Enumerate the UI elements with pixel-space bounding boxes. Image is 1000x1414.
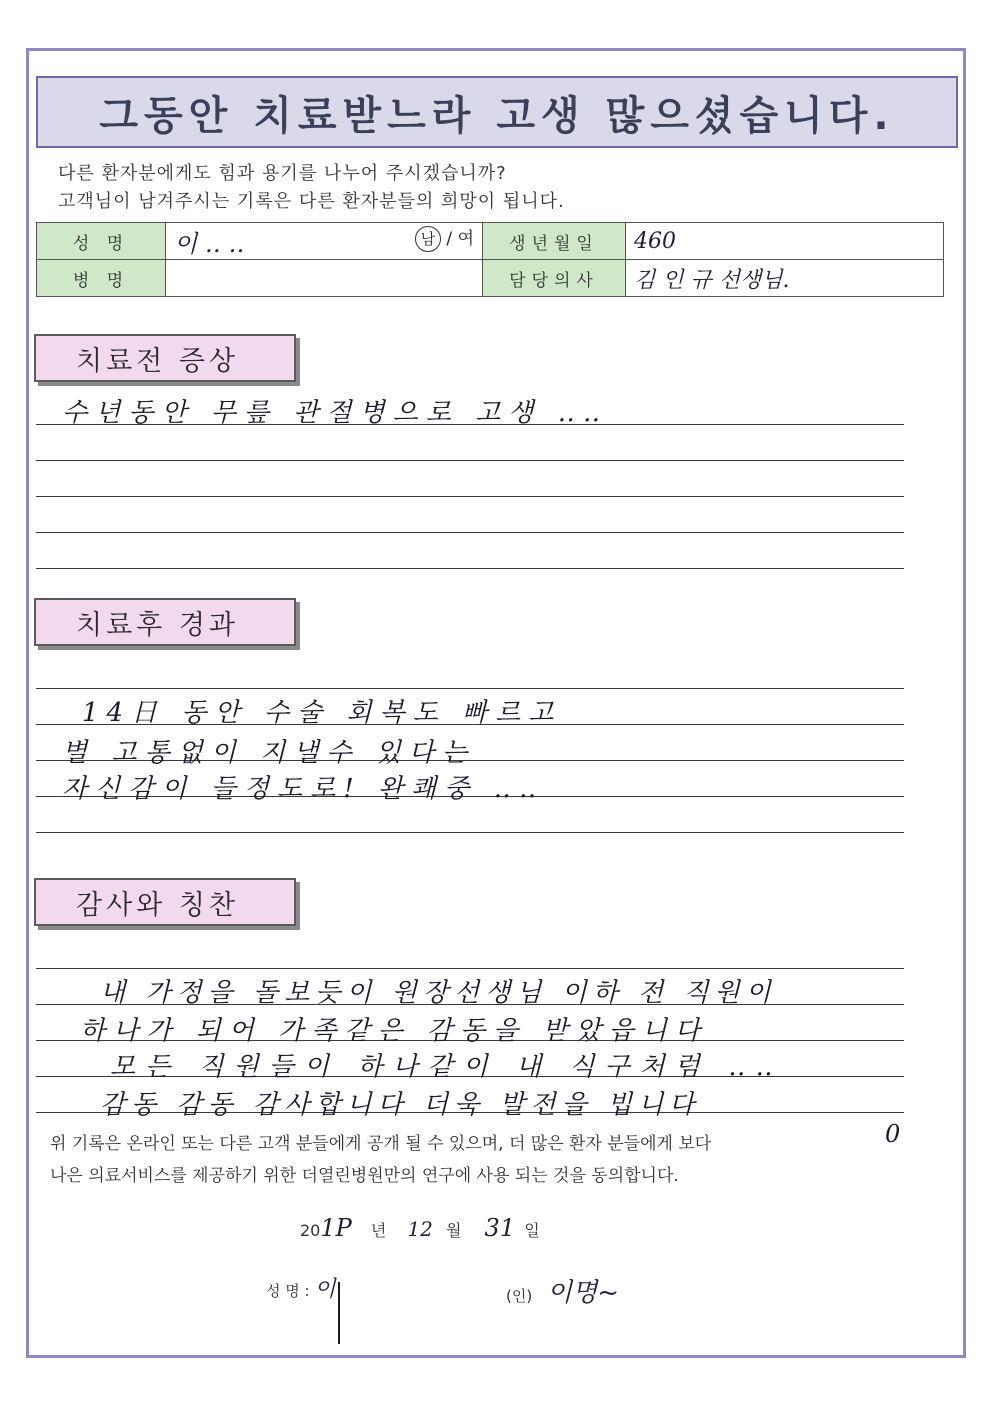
doctor-value: 김 인 규 선생님.: [634, 267, 790, 293]
birth-value: 460: [634, 228, 676, 254]
thanks-text-line-2[interactable]: 하나가 되어 가족같은 감동을 받았읍니다: [80, 1016, 709, 1046]
after-text-line-1[interactable]: 14日 동안 수술 회복도 빠르고: [82, 698, 562, 728]
signature-stroke: [338, 1282, 340, 1344]
month-value[interactable]: 12: [407, 1217, 433, 1241]
thanks-text-line-3[interactable]: 모든 직원들이 하나같이 내 식구처럼 ‥‥: [110, 1052, 783, 1082]
signature-name-label: 성 명 :: [266, 1282, 310, 1300]
year-value[interactable]: 1P: [320, 1214, 352, 1242]
intro-line-1: 다른 환자분에게도 힘과 용기를 나누어 주시겠습니까?: [58, 163, 507, 184]
section-thanks-heading: 감사와 칭찬: [34, 878, 296, 926]
day-value[interactable]: 31: [484, 1214, 516, 1242]
doctor-label: 담당의사: [483, 260, 626, 297]
form-title: 그동안 치료받느라 고생 많으셨습니다.: [36, 76, 958, 148]
name-field[interactable]: [166, 223, 483, 260]
day-label: 일: [524, 1221, 540, 1240]
after-text-line-3[interactable]: 자신감이 들정도로! 완쾌중 ‥‥: [62, 774, 545, 804]
gender-female[interactable]: 여: [457, 228, 474, 249]
writing-line: [36, 568, 904, 569]
before-text-line-1[interactable]: 수년동안 무릎 관절병으로 고생 ‥‥: [62, 398, 609, 428]
thanks-text-line-1[interactable]: 내 가정을 돌보듯이 원장선생님 이하 전 직원이: [100, 978, 777, 1008]
seal-label: (인): [506, 1287, 533, 1305]
name-value: 이 ‥ ‥: [174, 229, 245, 258]
seal-value[interactable]: 이명~: [546, 1278, 620, 1308]
birth-field[interactable]: [626, 223, 944, 260]
birth-label: 생년월일: [483, 223, 626, 260]
name-label: 성 명: [37, 223, 166, 260]
thanks-text-line-4[interactable]: 감동 감동 감사합니다 더욱 발전을 빕니다: [100, 1090, 701, 1120]
patient-info-table: [36, 222, 944, 297]
intro-line-2: 고객님이 남겨주시는 기록은 다른 환자분들의 희망이 됩니다.: [58, 191, 565, 212]
date-row: [300, 1214, 540, 1242]
writing-line: [36, 532, 904, 533]
writing-line: [36, 832, 904, 833]
writing-line: [36, 968, 904, 969]
writing-line: [36, 460, 904, 461]
intro-text: [58, 160, 565, 216]
gender-separator: /: [446, 228, 453, 249]
consent-line-1: 위 기록은 온라인 또는 다른 고객 분들에게 공개 될 수 있으며, 더 많은 환자 분들에게 보다: [50, 1134, 712, 1154]
consent-line-2: 나은 의료서비스를 제공하기 위한 더열린병원만의 연구에 사용 되는 것을 동의합니다.: [50, 1166, 679, 1186]
writing-line: [36, 688, 904, 689]
section-after-heading: 치료후 경과: [34, 598, 296, 646]
after-text-line-2[interactable]: 별 고통없이 지낼수 있다는: [62, 738, 476, 768]
signature-name-value[interactable]: 이: [314, 1277, 336, 1302]
year-prefix: 20: [300, 1221, 321, 1240]
gender-selector[interactable]: [415, 224, 474, 252]
consent-mark: 0: [885, 1120, 901, 1148]
signature-seal: [506, 1272, 619, 1309]
section-before-heading: 치료전 증상: [34, 334, 296, 382]
gender-male-circled[interactable]: 남: [415, 226, 441, 252]
year-label: 년: [370, 1221, 387, 1240]
writing-line: [36, 496, 904, 497]
doctor-field[interactable]: [626, 260, 944, 297]
signature-name: [266, 1272, 336, 1303]
consent-text: [50, 1128, 711, 1192]
month-label: 월: [445, 1221, 462, 1240]
disease-label: 병 명: [37, 260, 166, 297]
disease-field[interactable]: [166, 260, 483, 297]
